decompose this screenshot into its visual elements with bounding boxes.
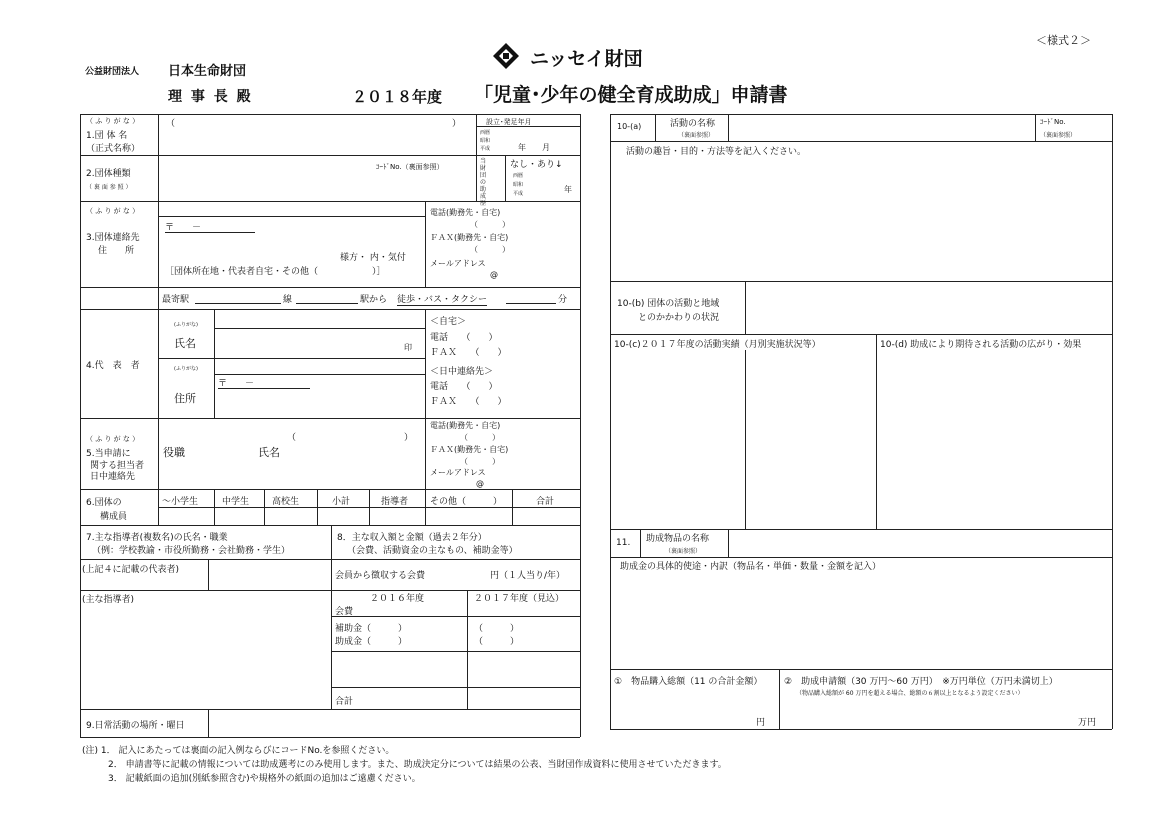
r10a-code-sub: （裏面参照） (1040, 132, 1077, 139)
r5-name-label: 氏名 (258, 446, 280, 459)
man-yen-unit: 万円 (1078, 718, 1097, 728)
past-grant-year: 年 (564, 185, 572, 194)
r4-tel-day: 電話 （ ） (430, 382, 498, 392)
r3-tel-paren: （ ） (470, 220, 510, 229)
minutes-label: 分 (558, 295, 568, 305)
seal-label: 印 (404, 343, 412, 352)
grant-request-note: （物品購入総額が 60 万円を超える場合、総額の６割以上となるよう設定ください） (796, 690, 1024, 697)
org-type-code: ｺｰﾄﾞNo.（裏面参照） (376, 163, 444, 171)
r10b-sublabel: とのかかわりの状況 (638, 313, 720, 323)
income-grant-2017: （ ） (474, 637, 520, 647)
r2-sublabel: （ 裏 面 参 照 ） (86, 184, 132, 191)
note-2: 2． 申請書等に記載の情報については助成選考にのみ使用します。また、助成決定分については結果の公表、当財団作成資料に使用させていただきます。 (108, 760, 727, 770)
r11-name-sub: （裏面参照） (665, 548, 702, 555)
r3-location-type: ［団体所在地・代表者自宅・その他（ ）］ (165, 267, 386, 277)
r3-at: @ (490, 270, 498, 279)
income-grant: 助成金（ ） (335, 637, 408, 647)
r4-fax-home: ＦＡＸ （ ） (430, 348, 507, 358)
est-year-month: 年 月 (518, 143, 550, 152)
r8-label: 8．主な収入額と金額（過去２年分） (337, 533, 487, 543)
page-title: 「児童･少年の健全育成助成」申請書 (474, 84, 788, 106)
past-grant-value: なし・あり↓ (510, 160, 563, 170)
era-showa: 昭和 (480, 138, 491, 144)
year-2016: ２０１６年度 (370, 594, 425, 604)
r5-furigana: （ ふ り が な ） (86, 435, 140, 443)
income-fees: 会費 (335, 607, 354, 617)
grant-request-label: ② 助成申請額（30 万円～60 万円） ※万円単位（万円未満切上） (784, 677, 1058, 687)
r5-tel-paren: （ ） (460, 433, 500, 442)
era-heisei-2: 平成 (513, 191, 524, 197)
member-fee-unit: 円（１人当り/年） (490, 571, 566, 581)
r5-position-label: 役職 (163, 446, 185, 459)
r8-sublabel: （会費、活動資金の主なもの、補助金等） (347, 546, 518, 556)
income-subsidy-2017: （ ） (474, 624, 520, 634)
transport-options: 徒歩・バス・タクシー (397, 292, 487, 306)
org-name-field[interactable] (160, 115, 474, 153)
r5-label: 5.当申請に (86, 449, 131, 459)
org-type: 公益財団法人 (85, 67, 140, 77)
r1-label: 1.団 体 名 (86, 131, 128, 141)
yen-unit: 円 (756, 718, 766, 728)
r9-label: 9.日常活動の場所・曜日 (86, 721, 185, 731)
r5-at: @ (476, 479, 484, 488)
station-from-label: 駅から (360, 295, 388, 305)
note-1: (注) 1． 記入にあたっては裏面の記入例ならびにコードNo.を参照ください。 (82, 746, 395, 756)
fiscal-year: ２０１８年度 (352, 88, 443, 106)
r3-sublabel: 住 所 (98, 246, 135, 256)
year-2017: ２０１７年度（見込） (474, 594, 565, 604)
r6-sublabel: 構成員 (100, 512, 128, 522)
logo-text: ニッセイ財団 (530, 48, 643, 70)
col-high-school: 高校生 (272, 497, 300, 507)
r6-label: 6.団体の (86, 498, 122, 508)
r5-mail: メールアドレス (430, 468, 486, 477)
r10a-name-sub: （裏面参照） (678, 132, 715, 139)
r4-home: ＜自宅＞ (430, 317, 467, 327)
r4-furigana-2: (ふりがな) (174, 366, 198, 372)
r1-sublabel: （正式名称） (86, 144, 141, 154)
representative-name-field[interactable] (216, 330, 401, 356)
r11-description: 助成金の具体的使途・内訳（物品名・単価・数量・金額を記入） (620, 562, 882, 572)
org-name: 日本生命財団 (168, 64, 247, 79)
activity-name-field[interactable] (730, 115, 1033, 140)
r3-care-of: 様方・ 内・気付 (340, 253, 406, 263)
r10d-label: 10-(d) 助成により期待される活動の広がり・効果 (880, 340, 1082, 350)
r4-label: 4.代 表 者 (86, 361, 140, 371)
col-elementary: ～小学生 (162, 497, 199, 507)
r5-sublabel: 関する担当者 (90, 461, 145, 471)
r10a-description: 活動の趣旨・目的・方法等を記入ください。 (626, 147, 807, 157)
grant-item-name-field[interactable] (730, 530, 1110, 556)
r1-paren-open: （ (166, 119, 176, 129)
line-label: 線 (283, 295, 293, 305)
r3-mail: メールアドレス (430, 259, 486, 268)
r10a-code: ｺｰﾄﾞNo. (1040, 118, 1066, 126)
nissay-logo-icon (492, 42, 520, 70)
r5-fax: ＦＡＸ(勤務先・自宅) (430, 445, 509, 454)
r5-paren: （ ） (287, 433, 414, 443)
est-date-title: 設立･発足年月 (486, 118, 532, 126)
r2-label: 2.団体種類 (86, 169, 131, 179)
era-seireki: 西暦 (480, 130, 491, 136)
org-type-field[interactable] (160, 156, 372, 200)
era-showa-2: 昭和 (513, 182, 524, 188)
col-others: その他（ ） (430, 497, 503, 507)
r10b-label: 10-(b) 団体の活動と地域 (617, 299, 720, 309)
col-total: 合計 (536, 497, 555, 507)
r4-fax-day: ＦＡＸ （ ） (430, 397, 507, 407)
r4-address-label: 住所 (174, 392, 196, 405)
addressee: 理 事 長 殿 (168, 89, 253, 105)
activity-purpose-field[interactable] (612, 158, 1110, 280)
r7-leaders-label: (主な指導者) (82, 595, 135, 605)
member-fee-label: 会員から徴収する会費 (335, 571, 426, 581)
r3-postal: 〒 － (165, 223, 202, 233)
r1-paren-close: ） (452, 119, 462, 129)
col-junior-high: 中学生 (222, 497, 250, 507)
r5-tel: 電話(勤務先・自宅) (430, 421, 501, 430)
r1-furigana: （ ふ り が な ） (86, 117, 140, 125)
r4-day-contact: ＜日中連絡先＞ (430, 367, 494, 377)
r10a-label: 10-(a) (617, 122, 642, 131)
community-relation-field[interactable] (747, 282, 1110, 333)
income-subsidy: 補助金（ ） (335, 624, 408, 634)
r7-example: （例：学校教諭・市役所勤務・会社勤務・学生） (92, 546, 291, 556)
r3-label: 3.団体連絡先 (86, 233, 140, 243)
income-total: 合計 (335, 697, 354, 707)
r3-tel: 電話(勤務先・自宅) (430, 208, 501, 217)
r10a-name-label: 活動の名称 (670, 119, 716, 129)
station-label: 最寄駅 (162, 295, 190, 305)
r7-rep-label: (上記４に記載の代表者) (82, 565, 180, 575)
r5-fax-paren: （ ） (460, 457, 500, 466)
era-seireki-2: 西暦 (513, 173, 524, 179)
r4-postal: 〒 － (218, 379, 255, 389)
past-grant-label: 当財団の助成歴 (480, 158, 487, 207)
col-subtotal: 小計 (332, 497, 351, 507)
r10c-label: 10-(c)２０１７年度の活動実績（月別実施状況等） (614, 340, 821, 350)
r4-name-label: 氏名 (174, 337, 196, 350)
r7-label: 7.主な指導者(複数名)の氏名・職業 (86, 533, 228, 543)
r5-sublabel-2: 日中連絡先 (90, 472, 136, 482)
r11-name-label: 助成物品の名称 (646, 534, 710, 544)
note-3: 3． 記載紙面の追加(別紙参照含む)や規格外の紙面の追加はご遠慮ください。 (108, 774, 421, 784)
form-number: ＜様式２＞ (1036, 34, 1091, 47)
r4-furigana: (ふりがな) (174, 322, 198, 328)
purchase-total-label: ① 物品購入総額（11 の合計金額） (614, 677, 763, 687)
r3-furigana: （ ふ り が な ） (86, 207, 140, 215)
col-leaders: 指導者 (381, 497, 409, 507)
r4-tel-home: 電話 （ ） (430, 333, 498, 343)
era-heisei: 平成 (480, 146, 491, 152)
r3-fax: ＦＡＸ(勤務先・自宅) (430, 233, 509, 242)
r3-fax-paren: （ ） (470, 245, 510, 254)
r11-label: 11. (616, 538, 631, 548)
